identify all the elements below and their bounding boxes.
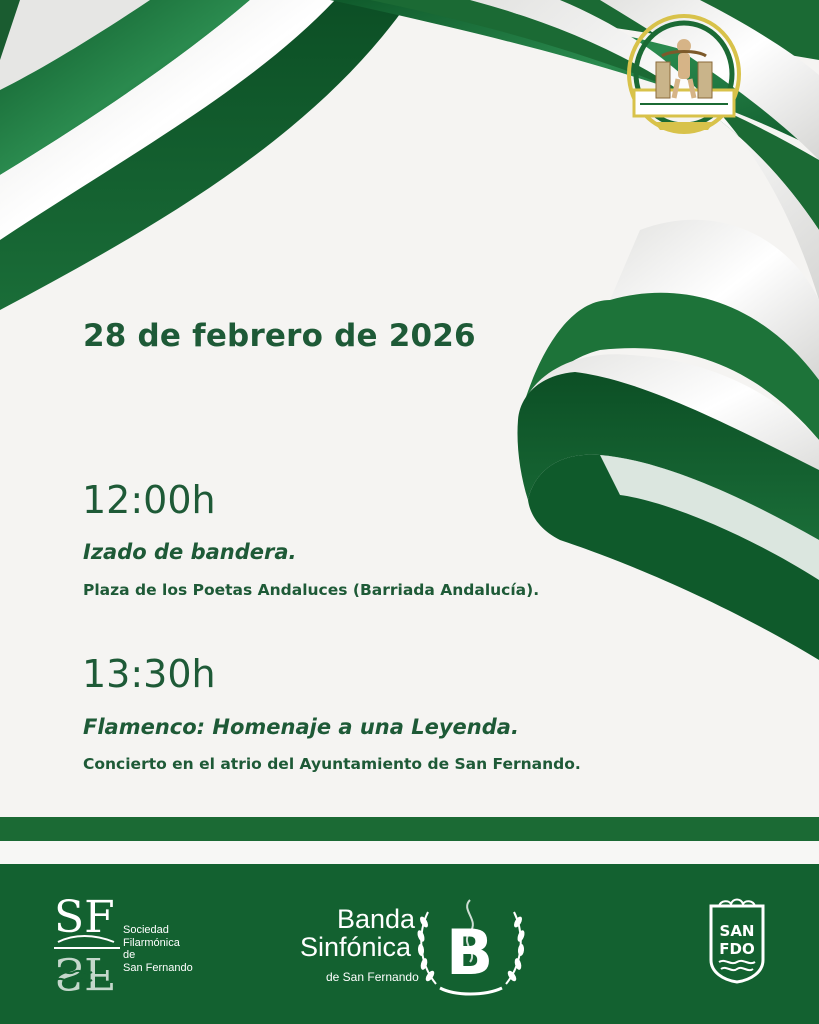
event-location-1: Plaza de los Poetas Andaluces (Barriada Andalucía). [83, 581, 540, 599]
event-time-1: 12:00h [82, 478, 216, 522]
svg-text:FDO: FDO [719, 940, 755, 958]
sociedad-filarmonica-text [123, 924, 193, 974]
flag-stripe [0, 817, 819, 841]
svg-text:SAN: SAN [719, 922, 755, 940]
banda-line-3: de San Fernando [326, 970, 419, 984]
svg-text:SF: SF [54, 892, 115, 943]
svg-text:B: B [446, 916, 494, 989]
event-location-2: Concierto en el atrio del Ayuntamiento de San Fernando. [83, 755, 581, 773]
event-time-2: 13:30h [82, 652, 216, 696]
san-fernando-city-logo [707, 898, 767, 984]
event-title-1: Izado de bandera. [83, 540, 297, 564]
banda-line-2: Sinfónica [300, 932, 412, 962]
svg-text:SF: SF [54, 947, 115, 998]
sf-line-2: Filarmónica [123, 936, 180, 949]
sf-line-1: Sociedad [123, 924, 169, 936]
event-date: 28 de febrero de 2026 [83, 318, 476, 354]
andalusia-coat-of-arms-icon [622, 12, 747, 140]
sf-line-4: San Fernando [123, 961, 193, 974]
banda-line-1: Banda [337, 904, 416, 934]
white-stripe [0, 841, 819, 864]
sf-line-3: de [123, 949, 136, 961]
event-title-2: Flamenco: Homenaje a una Leyenda. [83, 715, 519, 739]
